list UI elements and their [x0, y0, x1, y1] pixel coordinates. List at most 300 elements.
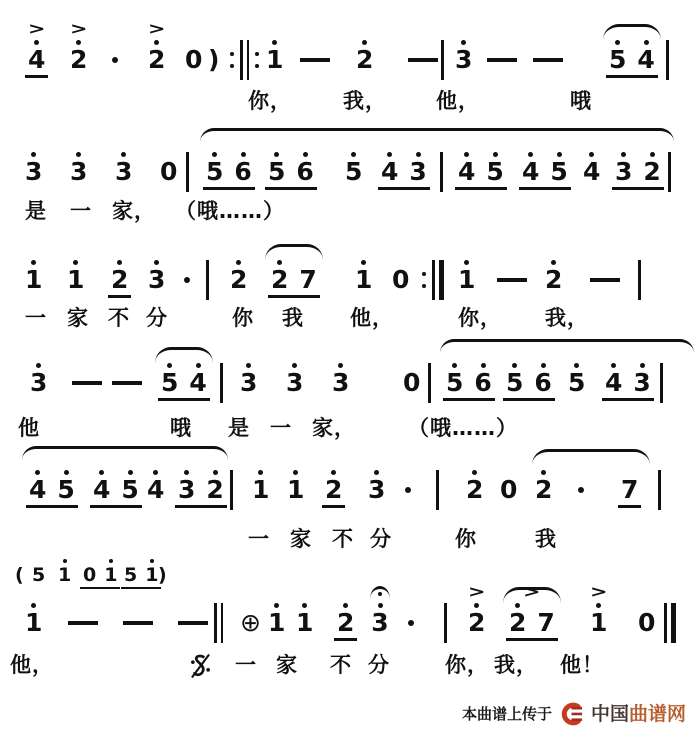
note-body: [58, 556, 71, 586]
note-digit: 3: [286, 368, 304, 397]
augmentation-dot: [405, 476, 411, 504]
note-digit: 0: [403, 368, 421, 397]
repeat-dot: [255, 52, 259, 56]
dash-extension: [72, 360, 102, 397]
barline: [220, 345, 223, 397]
slur: [22, 446, 228, 462]
note-body: [160, 149, 177, 186]
note-body: [638, 600, 655, 637]
note-digit: 2: [545, 265, 563, 294]
note-digit: 5: [486, 157, 504, 186]
note-digit: 6: [534, 368, 552, 397]
note-digit: 2: [356, 45, 374, 74]
note-char: [522, 149, 539, 186]
note-digit: 5: [568, 368, 586, 397]
dash-extension: [178, 621, 208, 625]
note-digit: 4: [637, 45, 655, 74]
note-body: [148, 37, 165, 74]
note-body: [220, 360, 223, 397]
note-digit: 2: [466, 475, 484, 504]
barline: [666, 37, 669, 74]
dash-extension: [123, 621, 153, 625]
barline: [214, 609, 223, 637]
note-digit: 6: [474, 368, 492, 397]
coda-icon: [240, 585, 261, 637]
note-char: [332, 360, 349, 397]
note-body: [286, 360, 303, 397]
note-digit: 1: [296, 608, 314, 637]
note-digit: 1: [145, 564, 159, 586]
dash-extension: [487, 37, 517, 74]
dash-extension: [497, 278, 527, 282]
note-char: [638, 600, 655, 637]
note-body: [664, 600, 676, 637]
note: [148, 242, 165, 294]
note-digit: 4: [458, 157, 476, 186]
lyric-syllable: 你: [455, 527, 477, 551]
note-digit: 3: [25, 157, 43, 186]
note-char: [355, 257, 372, 294]
note: [268, 585, 285, 637]
barline-stroke: [436, 470, 439, 510]
dash-extension: [497, 257, 527, 294]
repeat-dot: [230, 52, 234, 56]
repeat-dots: [422, 272, 426, 288]
note-char: [268, 600, 285, 637]
note-char: [568, 360, 585, 397]
accent-slot: [467, 582, 486, 601]
lyric-syllable: 家: [290, 527, 312, 551]
note-char: [206, 467, 223, 504]
note-char: [296, 600, 313, 637]
note-char: [545, 257, 562, 294]
note-body: [67, 257, 84, 294]
note-digit: 0: [83, 564, 97, 586]
barline: [658, 467, 661, 504]
barline: [186, 134, 189, 186]
lyric-syllable: 哦: [170, 416, 192, 440]
note-char: [148, 37, 165, 74]
lyric-syllable: 一: [270, 416, 292, 440]
note-char: [409, 149, 426, 186]
note-body: [230, 257, 247, 294]
note-char: [32, 556, 45, 586]
barline: [638, 266, 641, 294]
lyric-syllable: 家，: [312, 416, 356, 440]
note-body: [268, 257, 320, 298]
note-body: [356, 37, 373, 74]
barline: [638, 257, 641, 294]
barline: [436, 452, 439, 504]
octave-dot: [63, 559, 67, 563]
note-digit: 1: [268, 608, 286, 637]
note-digit: 5: [32, 564, 46, 586]
lyric-syllable: 分: [370, 527, 392, 551]
note-char: [550, 149, 567, 186]
note-body: [112, 360, 142, 397]
barline: [186, 158, 189, 186]
note-char: [583, 149, 600, 186]
note-body: [158, 556, 167, 586]
slur: [440, 339, 694, 355]
dash-extension: [408, 46, 438, 74]
note-body: [428, 360, 431, 397]
augmentation-dot: [408, 609, 414, 637]
lyric-syllable: 你，: [248, 89, 292, 113]
note-body: [578, 467, 584, 504]
note-char: [296, 149, 313, 186]
parenthesis: ): [208, 45, 220, 74]
note-char: [368, 467, 385, 504]
slur: [265, 244, 323, 260]
dash-extension: [590, 266, 620, 294]
barline: [440, 158, 443, 186]
lyric-syllable: 你，: [445, 653, 489, 677]
dash-extension: [300, 46, 330, 74]
dash-extension: [123, 585, 153, 637]
note-digit: 5: [506, 368, 524, 397]
note-body: [148, 257, 165, 294]
note: [230, 242, 247, 294]
slur: [155, 347, 213, 363]
note-body: [203, 149, 255, 190]
note-digit: 2: [337, 608, 355, 637]
lyric-syllable: 他，: [10, 653, 54, 677]
parenthesis: [15, 556, 24, 586]
note-body: [444, 600, 447, 637]
note-body: [178, 600, 208, 637]
lyric-syllable: 我，: [494, 653, 538, 677]
lyric-syllable: 家: [276, 653, 298, 677]
barline-stroke: [671, 603, 677, 643]
note-digit: 2: [535, 475, 553, 504]
barline: [666, 46, 669, 74]
note: [286, 345, 303, 397]
note-char: [206, 149, 223, 186]
note-body: [658, 467, 661, 504]
accent-slot: [589, 582, 608, 601]
note-body: [408, 37, 438, 74]
dash-extension: [487, 46, 517, 74]
note-body: [228, 37, 261, 74]
barline-stroke: [441, 40, 444, 80]
barline: [436, 467, 439, 504]
note-digit: 0: [638, 608, 656, 637]
barline: [441, 22, 444, 74]
note-char: [83, 556, 96, 586]
note-digit: 1: [252, 475, 270, 504]
note-body: [25, 149, 42, 186]
note-body: [175, 467, 227, 508]
dash-extension: [300, 22, 330, 74]
dash-extension: [178, 609, 208, 637]
lyric-syllable: 是: [25, 199, 47, 223]
note: [252, 452, 269, 504]
note-digit: 3: [455, 45, 473, 74]
barline: [420, 266, 444, 294]
dash-extension: [123, 609, 153, 637]
note-digit: 1: [67, 265, 85, 294]
note-digit: 3: [368, 475, 386, 504]
note-char: [25, 600, 42, 637]
dash-extension: [590, 242, 620, 294]
lyric-syllable: 哦: [570, 89, 592, 113]
parenthesis: [208, 37, 219, 74]
barline: [440, 158, 443, 186]
note-digit: 4: [583, 157, 601, 186]
note-char: [621, 467, 638, 504]
note-digit: 0: [160, 157, 178, 186]
note-digit: 0: [500, 475, 518, 504]
note: [287, 452, 304, 504]
note-body: [214, 600, 223, 637]
augmentation-dot: [184, 277, 190, 283]
lyric-syllable: （哦……）: [408, 416, 518, 440]
barline: [206, 266, 209, 294]
note-digit: 5: [550, 157, 568, 186]
note-digit: 3: [148, 265, 166, 294]
note-body: [112, 37, 118, 74]
repeat-dots: [230, 52, 234, 68]
note-body: [612, 149, 664, 190]
note-body: [32, 556, 45, 586]
note-body: [26, 467, 78, 508]
note-body: [660, 360, 663, 397]
site-name-dark: 中国: [590, 703, 629, 725]
note-body: [568, 360, 585, 397]
note-char: [111, 257, 128, 294]
note-body: [458, 257, 475, 294]
note-body: [123, 600, 153, 637]
note-digit: 2: [271, 265, 289, 294]
note-body: [296, 600, 313, 637]
note-char: [230, 257, 247, 294]
note-body: [368, 467, 385, 504]
note-digit: 3: [240, 368, 258, 397]
barline: [428, 369, 431, 397]
dash-extension: [68, 585, 98, 637]
barline-stroke: [432, 260, 435, 300]
barline: [664, 609, 676, 637]
note-body: [371, 600, 388, 637]
lyric-syllable: 你: [232, 306, 254, 330]
lyric-syllable: 他！: [560, 653, 604, 677]
dash-extension: [533, 46, 563, 74]
barline: [664, 609, 676, 637]
note-char: [474, 360, 491, 397]
barline-stroke: [186, 152, 189, 192]
note-char: [356, 37, 373, 74]
note-body: [466, 467, 483, 504]
barline-stroke: [666, 40, 669, 80]
note-body: [408, 600, 414, 637]
note-digit: 1: [104, 564, 118, 586]
note-char: [633, 360, 650, 397]
note: [115, 134, 132, 186]
barline: [658, 476, 661, 504]
dash-extension: [112, 381, 142, 385]
dash-extension: [497, 266, 527, 294]
note-char: [178, 467, 195, 504]
note-char: [148, 257, 165, 294]
note-body: [455, 37, 472, 74]
note-digit: 1: [266, 45, 284, 74]
note-body: [268, 600, 285, 637]
note: [466, 452, 483, 504]
note-body: [30, 360, 47, 397]
note-body: [25, 257, 42, 294]
barline: [428, 360, 431, 397]
barline: [441, 46, 444, 74]
note-body: [403, 360, 420, 397]
note: [356, 22, 373, 74]
note: [458, 242, 475, 294]
barline: [440, 149, 443, 186]
dash-extension: [487, 22, 517, 74]
lyric-syllable: 我，: [545, 306, 589, 330]
barline: [666, 22, 669, 74]
note-char: [30, 360, 47, 397]
barline: [220, 360, 223, 397]
lyric-syllable: 分: [146, 306, 168, 330]
augmentation-dot: [405, 467, 411, 504]
note-body: [392, 257, 409, 294]
barline: [214, 609, 223, 637]
dash-extension: [590, 278, 620, 282]
note-char: [392, 257, 409, 294]
note-body: [590, 600, 607, 637]
lyric-syllable: 家: [67, 306, 89, 330]
note-char: [145, 556, 158, 586]
dash-extension: [112, 369, 142, 397]
parenthesis: [208, 22, 219, 74]
note-body: [70, 149, 87, 186]
barline: [444, 585, 447, 637]
lyric-syllable: 一: [70, 199, 92, 223]
note-char: [637, 37, 654, 74]
note-body: [468, 600, 485, 637]
parenthesis: [15, 556, 24, 586]
dash-extension: [178, 600, 208, 637]
note-body: [70, 37, 87, 74]
note-char: [455, 37, 472, 74]
note-body: [545, 257, 562, 294]
lyric-syllable: 他，: [350, 306, 394, 330]
note-digit: 1: [458, 265, 476, 294]
barline: [428, 345, 431, 397]
note-char: [287, 467, 304, 504]
note-digit: 2: [230, 265, 248, 294]
augmentation-dot: [408, 600, 414, 637]
note-body: [25, 37, 48, 78]
note-char: [486, 149, 503, 186]
note-digit: 1: [355, 265, 373, 294]
note-digit: 4: [381, 157, 399, 186]
note-body: [590, 257, 620, 294]
note-char: [643, 149, 660, 186]
note-body: [441, 37, 444, 74]
note-char: [25, 149, 42, 186]
barline-stroke: [444, 603, 447, 643]
augmentation-dot: [184, 257, 190, 294]
note-digit: 4: [29, 475, 47, 504]
augmentation-dot: [405, 487, 411, 493]
rest-note: [403, 345, 420, 397]
note: [296, 585, 313, 637]
dash-extension: [497, 242, 527, 294]
note-char: [590, 600, 607, 637]
note-char: [70, 37, 87, 74]
note-digit: 2: [70, 45, 88, 74]
note-digit: 4: [522, 157, 540, 186]
octave-dot-slot: [109, 556, 113, 564]
coda-icon: ⊕: [240, 608, 261, 637]
note: [368, 452, 385, 504]
site-name-light: 曲谱网: [628, 703, 686, 725]
lyric-syllable: 一: [235, 653, 257, 677]
note: [467, 582, 486, 637]
barline: [444, 600, 447, 637]
dash-extension: [68, 609, 98, 637]
note: [25, 242, 42, 294]
note: [332, 345, 349, 397]
octave-dot-slot: [63, 556, 67, 564]
note-char: [160, 149, 177, 186]
note-digit: 2: [148, 45, 166, 74]
barline: [220, 369, 223, 397]
note: [32, 556, 45, 586]
note-body: [185, 37, 202, 74]
barline: [668, 158, 671, 186]
lyric-syllable: 一: [25, 306, 47, 330]
note-body: [668, 149, 671, 186]
note-body: [186, 149, 189, 186]
note-char: [104, 556, 117, 586]
barline: [228, 37, 261, 74]
barline: [444, 609, 447, 637]
lyric-syllable: 我，: [343, 89, 387, 113]
note-digit: 2: [325, 475, 343, 504]
note-digit: 5: [609, 45, 627, 74]
barline-stroke: [439, 260, 445, 300]
note-body: [25, 600, 42, 637]
slur: [532, 449, 650, 465]
barline: [658, 476, 661, 504]
barline: [228, 46, 261, 74]
lyric-syllable: 不: [330, 653, 352, 677]
barline: [228, 22, 261, 74]
note: [266, 22, 283, 74]
slur: [503, 582, 561, 603]
note-char: [271, 257, 288, 294]
note-body: [300, 37, 330, 74]
note-digit: 3: [633, 368, 651, 397]
repeat-dot: [422, 272, 426, 276]
dash-extension: [72, 369, 102, 397]
note-body: [72, 360, 102, 397]
note-digit: 5: [268, 157, 286, 186]
augmentation-dot: [405, 452, 411, 504]
note-body: [158, 360, 210, 401]
dash-extension: [408, 58, 438, 62]
note-digit: 4: [93, 475, 111, 504]
note-body: [420, 257, 444, 294]
lyric-syllable: 是: [228, 416, 250, 440]
dash-extension: [112, 345, 142, 397]
note-char: [70, 149, 87, 186]
barline-stroke: [240, 40, 243, 80]
note-body: [440, 149, 443, 186]
